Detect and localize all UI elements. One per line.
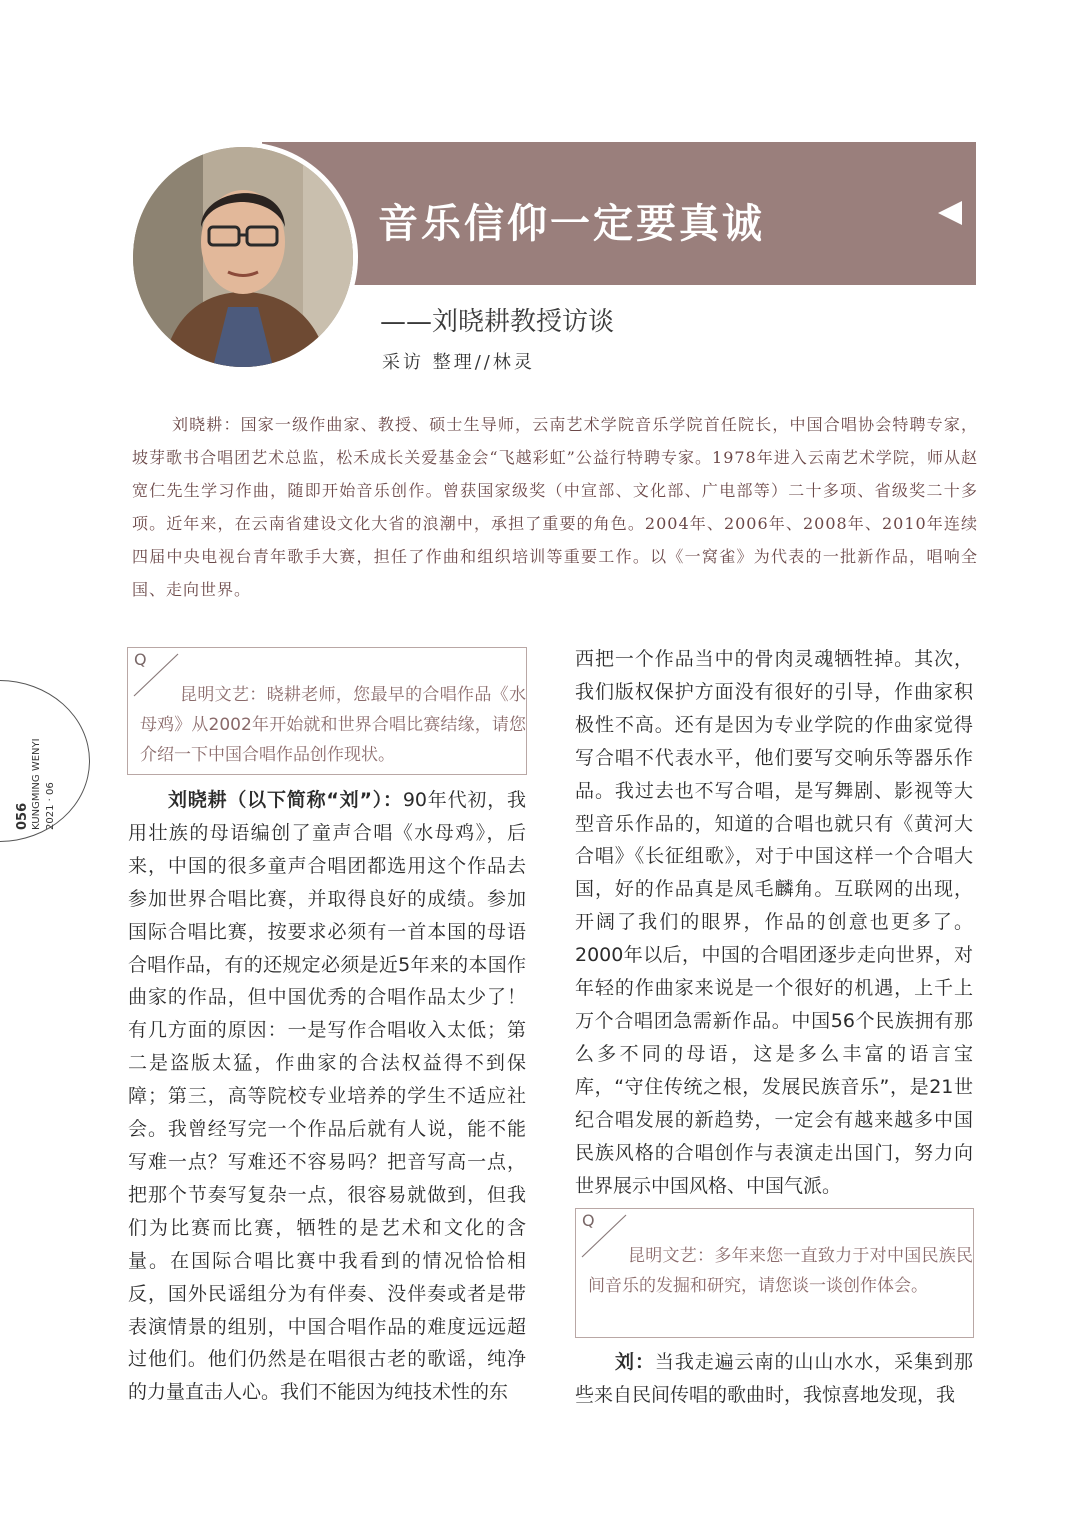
answer-continuation: 西把一个作品当中的骨肉灵魂牺牲掉。其次，我们版权保护方面没有很好的引导，作曲家积极性不高。还有是因为专业学院的作曲家觉得写合唱不代表水平，他们要写交响乐等器乐作品。我过去也不写合唱，是写舞剧、影视等大型音乐作品的，知道的合唱也就只有《黄河大合唱》《长征组歌》，对于中国这样一个合唱大国，好的作品真是凤毛麟角。互联网的出现，开阔了我们的眼界，作品的创意也更多了。2000年以后，中国的合唱团逐步走向世界，对年轻的作曲家来说是一个很好的机遇，上千上万个合唱团急需新作品。中国56个民族拥有那么多不同的母语，这是多么丰富的语言宝库，“守住传统之根，发展民族音乐”，是21世纪合唱发展的新趋势，一定会有越来越多中国民族风格的合唱创作与表演走出国门，努力向世界展示中国风格、中国气派。 xyxy=(575,648,973,1197)
answer-text: 当我走遍云南的山山水水，采集到那些来自民间传唱的歌曲时，我惊喜地发现，我 xyxy=(575,1351,973,1406)
question-text: 昆明文艺：多年来您一直致力于对中国民族民间音乐的发掘和研究，请您谈一谈创作体会。 xyxy=(588,1246,973,1296)
article-title: 音乐信仰一定要真诚 xyxy=(378,200,765,247)
speaker-label: 刘： xyxy=(615,1351,655,1373)
question-box xyxy=(127,647,527,775)
question-text: 昆明文艺：晓耕老师，您最早的合唱作品《水母鸡》从2002年开始就和世界合唱比赛结缘，请您介绍一下中国合唱作品创作现状。 xyxy=(140,685,526,765)
question-box xyxy=(575,1208,974,1338)
magazine-name: KUNGMING WENYI xyxy=(31,738,42,830)
question-mark-label: Q xyxy=(582,1211,595,1230)
portrait-photo xyxy=(133,147,353,367)
speaker-label: 刘晓耕（以下简称“刘”）： xyxy=(168,789,403,811)
article-subtitle: ——刘晓耕教授访谈 xyxy=(380,307,615,337)
author-bio: 刘晓耕：国家一级作曲家、教授、硕士生导师，云南艺术学院音乐学院首任院长，中国合唱协会特聘专家，坡芽歌书合唱团艺术总监，松禾成长关爱基金会“飞越彩虹”公益行特聘专家。1978年进入云南艺术学院，师从赵宽仁先生学习作曲，随即开始音乐创作。曾获国家级奖（中宣部、文化部、广电部等）二十多项、省级奖二十多项。近年来，在云南省建设文化大省的浪潮中，承担了重要的角色。2004年、2006年、2008年、2010年连续四届中央电视台青年歌手大赛，担任了作曲和组织培训等重要工作。以《一窝雀》为代表的一批新作品，唱响全国、走向世界。 xyxy=(132,415,978,599)
page-tab-label xyxy=(16,690,70,830)
question-mark-label: Q xyxy=(134,650,147,669)
page-number: 056 xyxy=(15,802,30,830)
issue-date: 2021 · 06 xyxy=(45,782,56,830)
answer-text: 90年代初，我用壮族的母语编创了童声合唱《水母鸡》，后来，中国的很多童声合唱团都选用这个作品去参加世界合唱比赛，并取得良好的成绩。参加国际合唱比赛，按要求必须有一首本国的母语合唱作品，有的还规定必须是近5年来的本国作曲家的作品，但中国优秀的合唱作品太少了！有几方面的原因：一是写作合唱收入太低；第二是盗版太猛，作曲家的合法权益得不到保障；第三，高等院校专业培养的学生不适应社会。我曾经写完一个作品后就有人说，能不能写难一点？写难还不容易吗？把音写高一点，把那个节奏写复杂一点，很容易就做到，但我们为比赛而比赛，牺牲的是艺术和文化的含量。在国际合唱比赛中我看到的情况恰恰相反，国外民谣组分为有伴奏、没伴奏或者是带表演情景的组别，中国合唱作品的难度远远超过他们。他们仍然是在唱很古老的歌谣，纯净的力量直击人心。我们不能因为纯技术性的东 xyxy=(128,789,526,1404)
byline: 采访 整理//林灵 xyxy=(382,352,535,373)
triangle-left-icon xyxy=(938,201,962,225)
answer-paragraph xyxy=(575,1346,973,1412)
answer-paragraph xyxy=(128,784,526,1409)
